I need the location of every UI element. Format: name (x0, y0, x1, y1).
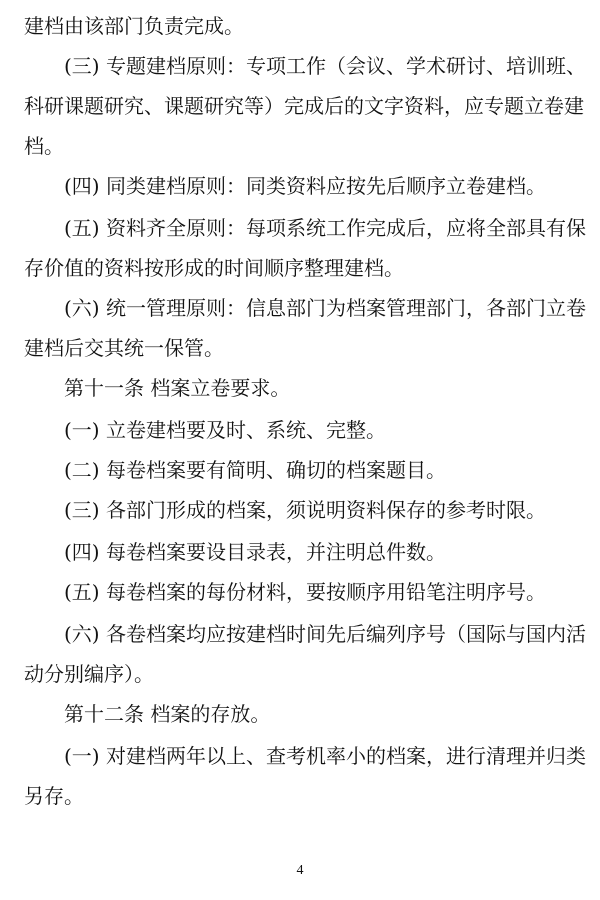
article-11-heading (24, 368, 580, 408)
paragraph-unified-management-principle (24, 288, 586, 368)
paragraph-same-category-principle (24, 166, 580, 206)
paragraph-topic-archiving-principle (24, 46, 586, 166)
text-line: (三) 各部门形成的档案，须说明资料保存的参考时限。 (64, 498, 546, 522)
text-line: (四) 同类建档原则：同类资料应按先后顺序立卷建档。 (64, 174, 546, 198)
paragraph-continuation (24, 6, 580, 46)
text-line: (六) 各卷档案均应按建档时间先后编列序号（国际与国内活 (64, 622, 586, 646)
text-line: 第十一条 档案立卷要求。 (64, 376, 291, 400)
text-line: (二) 每卷档案要有简明、确切的档案题目。 (64, 458, 446, 482)
paragraph-requirement-6 (24, 614, 586, 694)
text-line: 科研课题研究、课题研究等）完成后的文字资料，应专题立卷建 (24, 94, 584, 118)
text-line: (三) 专题建档原则：专项工作（会议、学术研讨、培训班、 (64, 54, 586, 78)
text-line: (一) 对建档两年以上、查考机率小的档案，进行清理并归类 (64, 744, 586, 768)
text-line: (六) 统一管理原则：信息部门为档案管理部门，各部门立卷 (64, 296, 586, 320)
paragraph-storage-1 (24, 736, 586, 816)
text-line: 另存。 (24, 784, 84, 808)
article-12-heading (24, 694, 580, 734)
text-line: 动分别编序）。 (24, 662, 154, 686)
paragraph-requirement-3 (24, 490, 580, 530)
text-line: (五) 资料齐全原则：每项系统工作完成后，应将全部具有保 (64, 216, 586, 240)
paragraph-requirement-2 (24, 450, 580, 490)
text-line: 建档由该部门负责完成。 (24, 14, 244, 38)
text-line: (一) 立卷建档要及时、系统、完整。 (64, 418, 386, 442)
text-line: 第十二条 档案的存放。 (64, 702, 271, 726)
text-line: 建档后交其统一保管。 (24, 336, 224, 360)
text-line: (四) 每卷档案要设目录表，并注明总件数。 (64, 540, 446, 564)
paragraph-requirement-5 (24, 572, 580, 612)
page-number: 4 (296, 863, 304, 878)
paragraph-completeness-principle (24, 208, 586, 288)
text-line: (五) 每卷档案的每份材料，要按顺序用铅笔注明序号。 (64, 580, 546, 604)
paragraph-requirement-1 (24, 410, 580, 450)
text-line: 存价值的资料按形成的时间顺序整理建档。 (24, 256, 404, 280)
paragraph-requirement-4 (24, 532, 580, 572)
text-line: 档。 (24, 134, 64, 158)
